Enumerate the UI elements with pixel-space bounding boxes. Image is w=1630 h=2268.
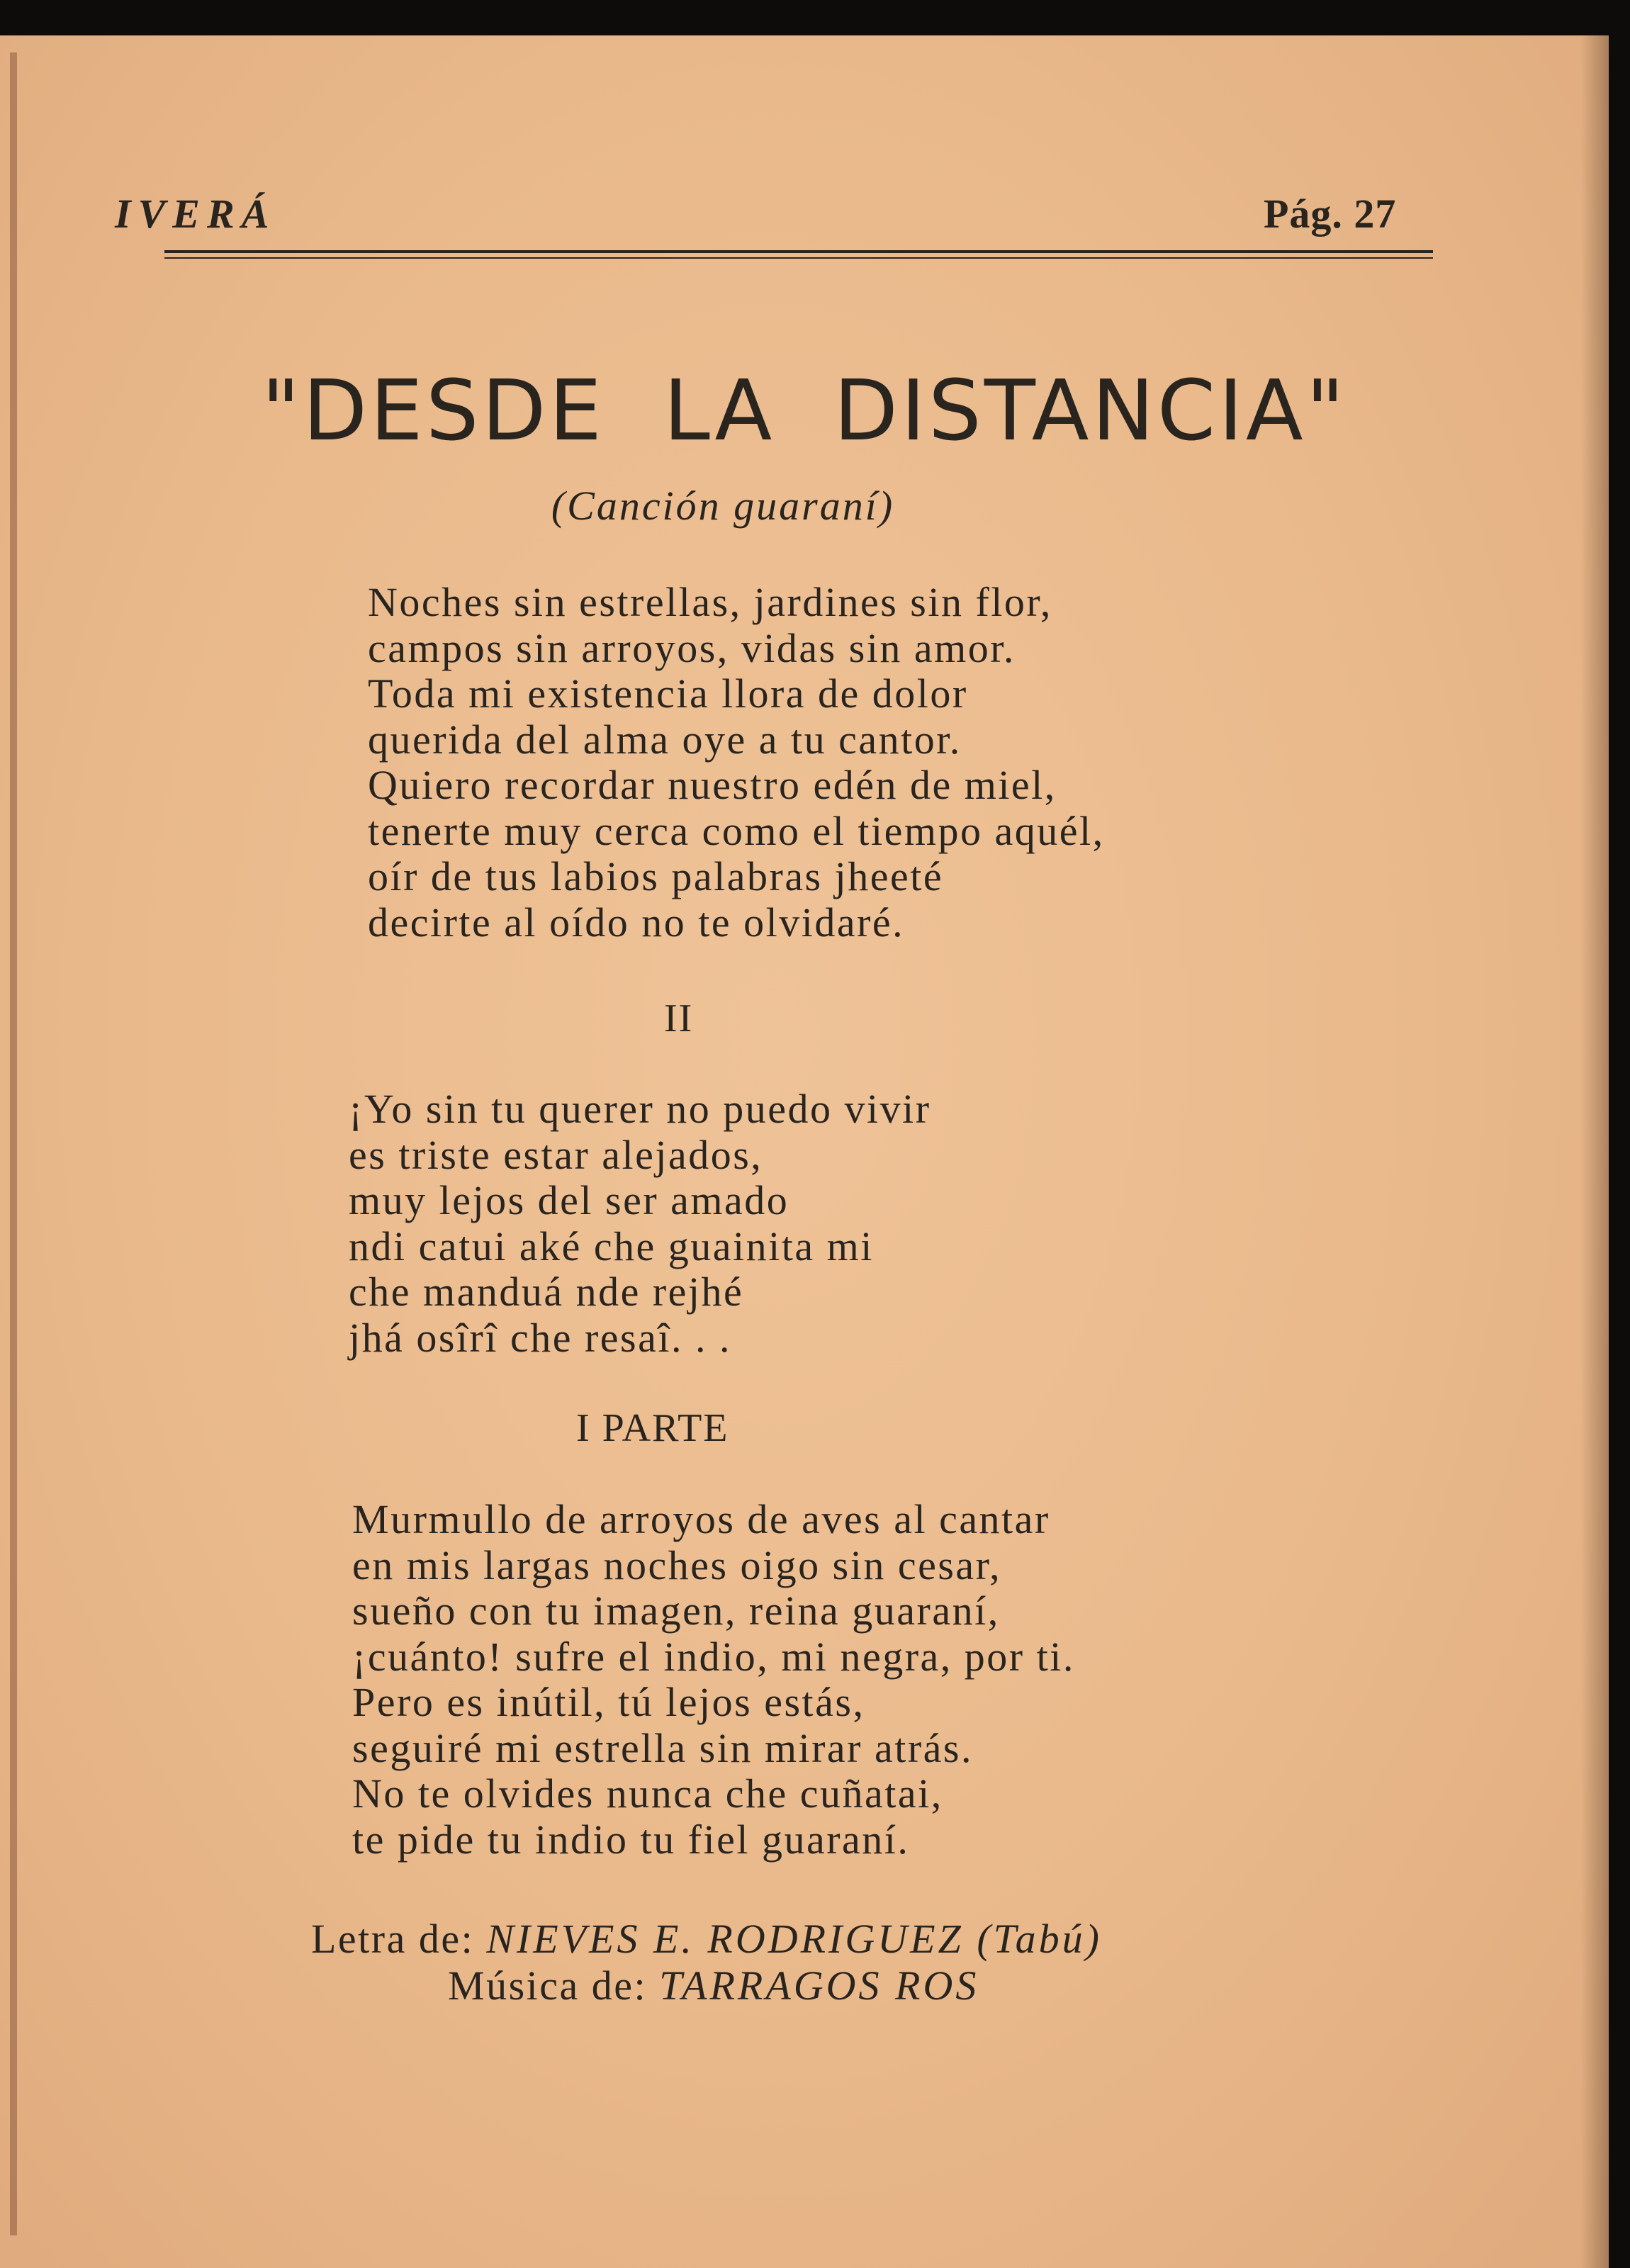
stanza-2: [349, 1087, 931, 1361]
lyrics-credit: [311, 1915, 1102, 1963]
music-credit: [448, 1962, 979, 2009]
verse-line: muy lejos del ser amado: [349, 1177, 789, 1223]
verse-line: ¡cuánto! sufre el indio, mi negra, por ti.: [352, 1633, 1075, 1680]
verse-line: Pero es inútil, tú lejos estás,: [352, 1679, 865, 1725]
header-rule-thin: [164, 257, 1433, 259]
stanza-1: [368, 580, 1105, 945]
verse-line: en mis largas noches oigo sin cesar,: [352, 1542, 1002, 1588]
page-number: Pág. 27: [1264, 191, 1397, 237]
song-subtitle: (Canción guaraní): [551, 483, 895, 529]
verse-line: Quiero recordar nuestro edén de miel,: [368, 762, 1057, 808]
verse-line: decirte al oído no te olvidaré.: [368, 899, 905, 945]
verse-line: ¡Yo sin tu querer no puedo vivir: [349, 1086, 931, 1132]
verse-line: sueño con tu imagen, reina guaraní,: [352, 1588, 1000, 1634]
verse-line: es triste estar alejados,: [349, 1131, 763, 1178]
verse-line: che manduá nde rejhé: [349, 1269, 744, 1315]
verse-line: tenerte muy cerca como el tiempo aquél,: [368, 807, 1105, 854]
music-label: Música de:: [448, 1963, 648, 2009]
header-rule: [164, 250, 1433, 253]
verse-line: Noches sin estrellas, jardines sin flor,: [368, 579, 1052, 625]
magazine-page: [0, 35, 1609, 2268]
verse-line: Toda mi existencia llora de dolor: [368, 670, 968, 717]
verse-line: ndi catui aké che guainita mi: [349, 1223, 874, 1269]
section-heading-i-parte: I PARTE: [576, 1406, 729, 1450]
song-title: "DESDE LA DISTANCIA": [262, 361, 1347, 459]
verse-line: campos sin arroyos, vidas sin amor.: [368, 624, 1016, 671]
verse-line: jhá osîrî che resaî. . .: [349, 1314, 731, 1361]
verse-line: No te olvides nunca che cuñatai,: [352, 1770, 943, 1817]
stanza-3: [352, 1497, 1075, 1863]
verse-line: seguiré mi estrella sin mirar atrás.: [352, 1724, 973, 1771]
lyrics-label: Letra de:: [311, 1916, 475, 1962]
verse-line: querida del alma oye a tu cantor.: [368, 716, 962, 763]
lyrics-author: NIEVES E. RODRIGUEZ (Tabú): [486, 1916, 1102, 1962]
verse-line: Murmullo de arroyos de aves al cantar: [352, 1496, 1050, 1542]
section-heading-ii: II: [664, 997, 694, 1040]
verse-line: oír de tus labios palabras jheeté: [368, 853, 944, 899]
music-author: TARRAGOS ROS: [659, 1963, 979, 2009]
verse-line: te pide tu indio tu fiel guaraní.: [352, 1816, 910, 1863]
running-head-title: IVERÁ: [115, 191, 276, 237]
